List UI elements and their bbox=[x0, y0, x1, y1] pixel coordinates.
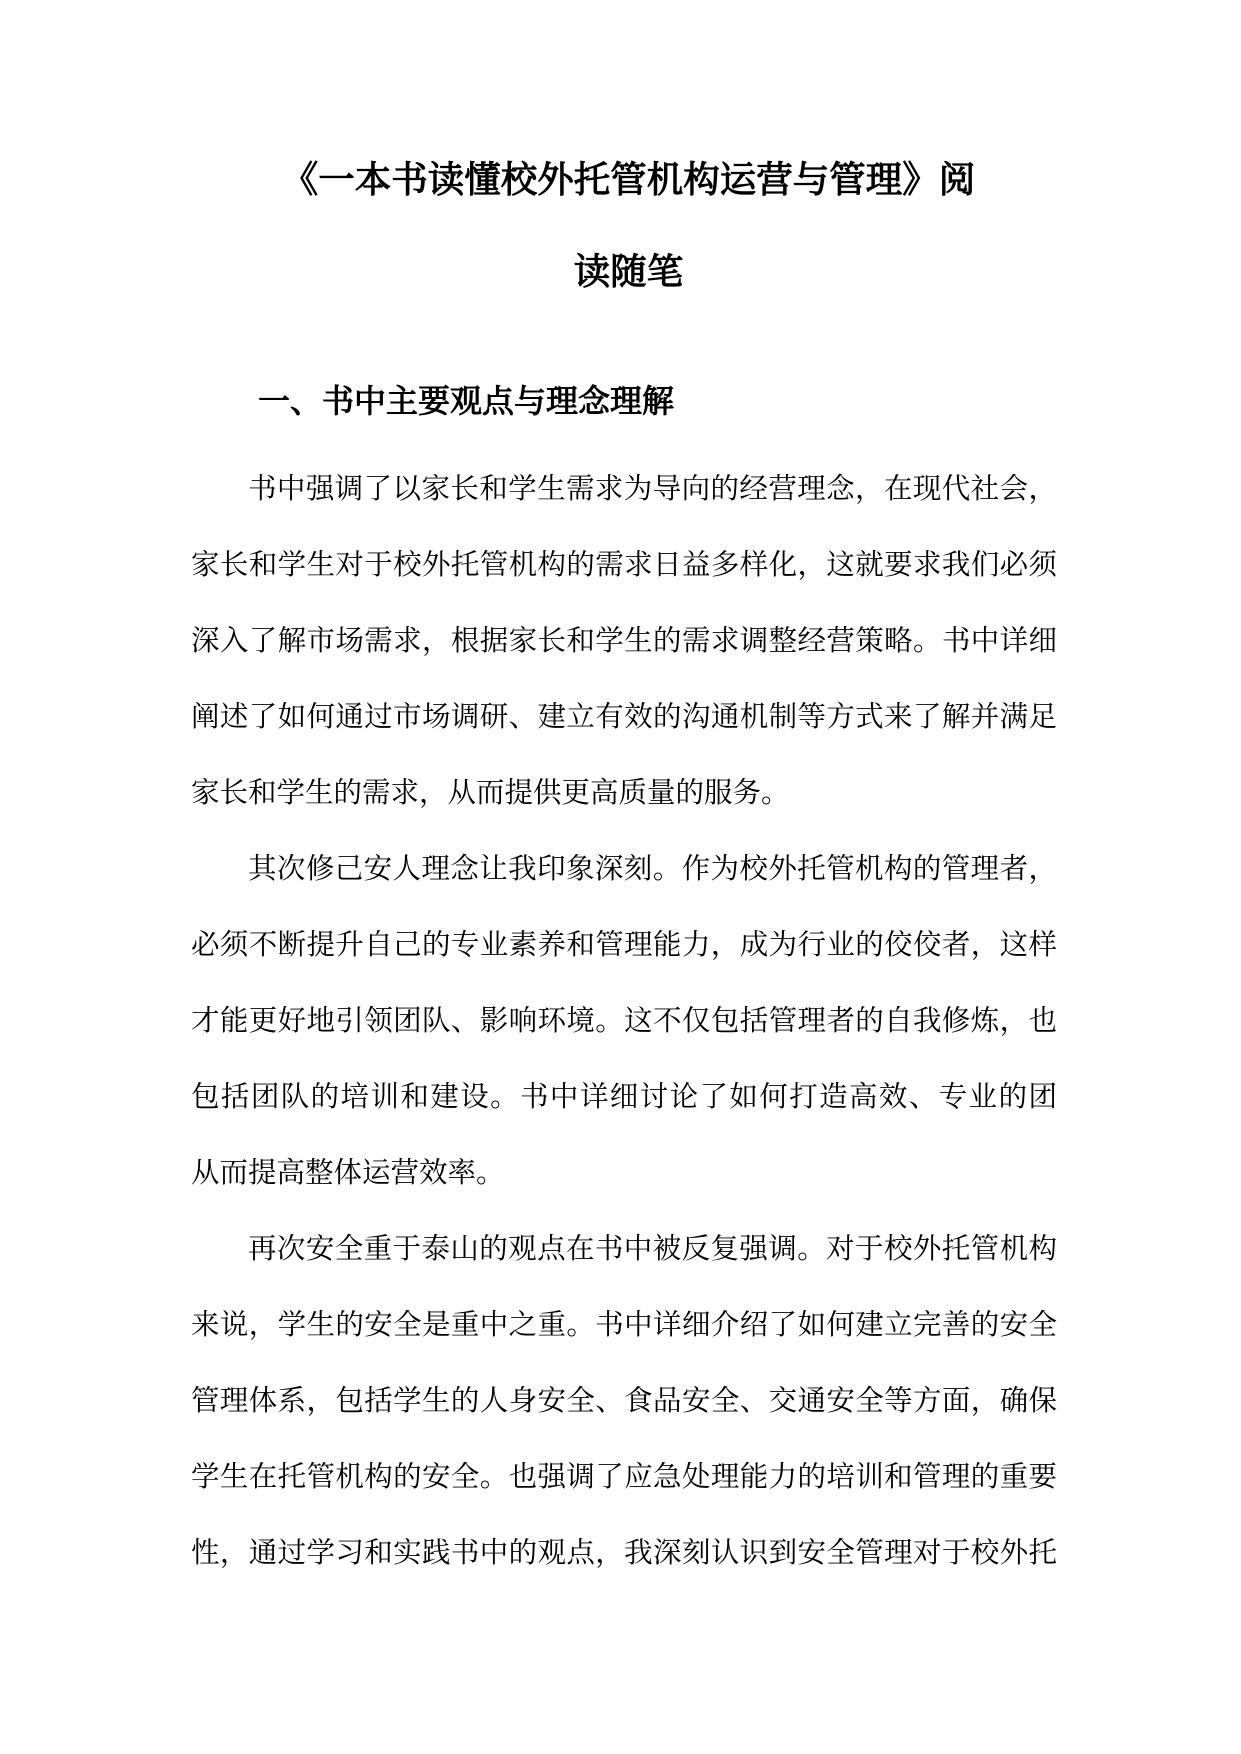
paragraph-line: 学生在托管机构的安全。也强调了应急处理能力的培训和管理的重要 bbox=[191, 1460, 1057, 1493]
body-paragraph-1 bbox=[191, 451, 1057, 831]
paragraph-line: 阐述了如何通过市场调研、建立有效的沟通机制等方式来了解并满足 bbox=[191, 700, 1057, 733]
paragraph-line: 管理体系，包括学生的人身安全、食品安全、交通安全等方面，确保 bbox=[191, 1384, 1057, 1417]
paragraph-line: 书中强调了以家长和学生需求为导向的经营理念，在现代社会， bbox=[248, 472, 1057, 505]
document-title-line-2: 读随笔 bbox=[573, 250, 684, 293]
paragraph-line: 必须不断提升自己的专业素养和管理能力，成为行业的佼佼者，这样 bbox=[191, 928, 1057, 961]
paragraph-line: 才能更好地引领团队、影响环境。这不仅包括管理者的自我修炼，也 bbox=[191, 1004, 1057, 1037]
paragraph-line: 包括团队的培训和建设。书中详细讨论了如何打造高效、专业的团 bbox=[191, 1080, 1057, 1113]
paragraph-line: 再次安全重于泰山的观点在书中被反复强调。对于校外托管机构 bbox=[248, 1232, 1057, 1265]
paragraph-line: 性，通过学习和实践书中的观点，我深刻认识到安全管理对于校外托 bbox=[191, 1536, 1057, 1569]
document-title-line-1: 《一本书读懂校外托管机构运营与管理》阅 bbox=[281, 158, 976, 201]
body-paragraph-2 bbox=[191, 831, 1057, 1211]
paragraph-line: 家长和学生对于校外托管机构的需求日益多样化，这就要求我们必须 bbox=[191, 548, 1057, 581]
paragraph-line: 深入了解市场需求，根据家长和学生的需求调整经营策略。书中详细 bbox=[191, 624, 1057, 657]
paragraph-line: 来说，学生的安全是重中之重。书中详细介绍了如何建立完善的安全 bbox=[191, 1308, 1057, 1341]
body-paragraph-3 bbox=[191, 1211, 1057, 1591]
paragraph-line: 家长和学生的需求，从而提供更高质量的服务。 bbox=[191, 776, 790, 809]
document-body bbox=[191, 451, 1057, 1591]
paragraph-line: 其次修己安人理念让我印象深刻。作为校外托管机构的管理者， bbox=[248, 852, 1057, 885]
section-heading: 一、书中主要观点与理念理解 bbox=[258, 382, 675, 420]
paragraph-line: 从而提高整体运营效率。 bbox=[191, 1156, 505, 1189]
